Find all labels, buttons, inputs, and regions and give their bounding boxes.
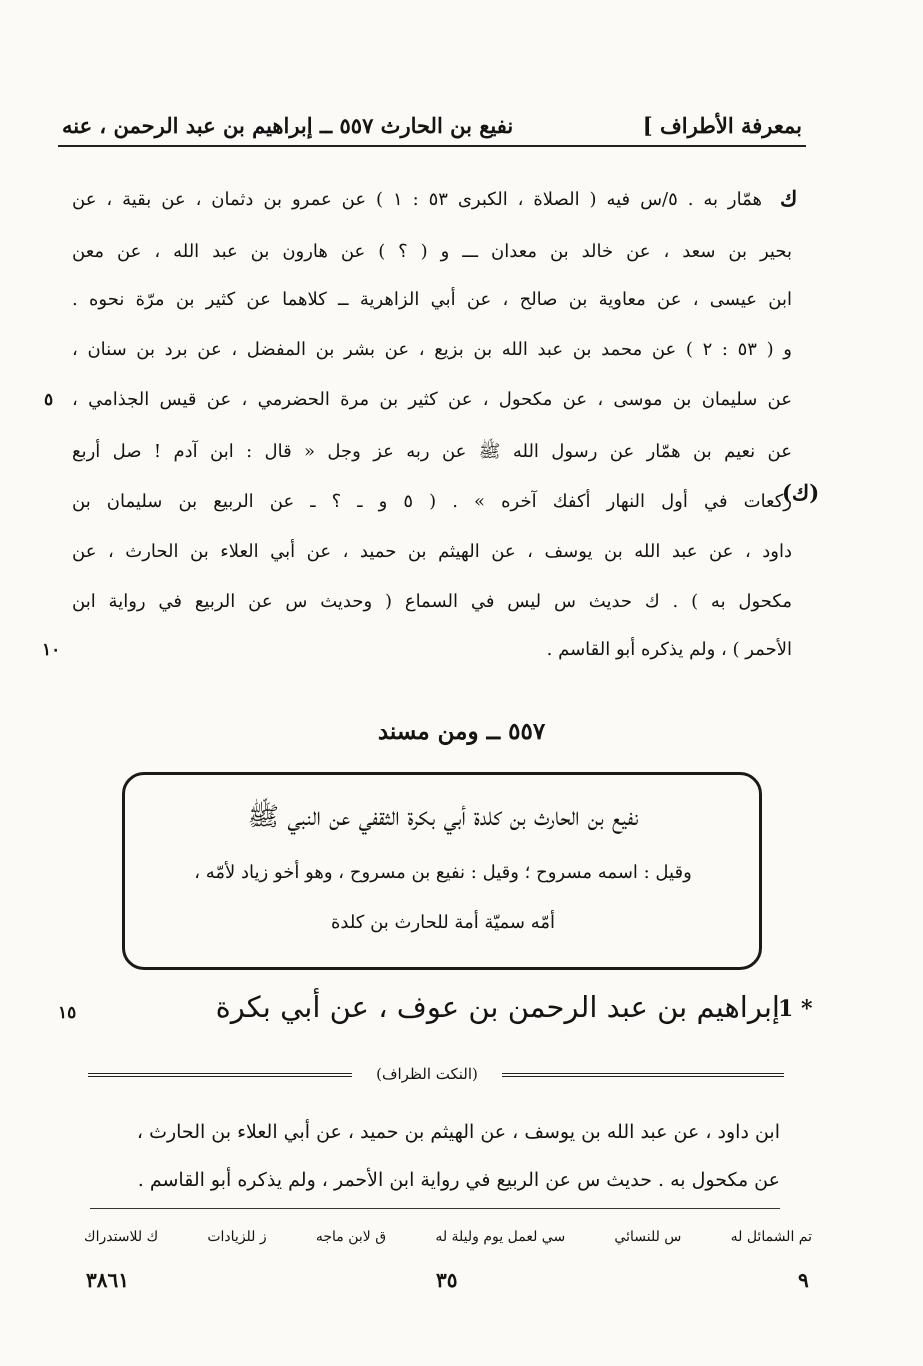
nukat-title: (النكت الظراف) [352, 1060, 502, 1088]
header-entry-title: نفيع بن الحارث ٥٥٧ ــ إبراهيم بن عبد الرحمن ، عنه [62, 113, 514, 138]
nukat-line-1: ابن داود ، عن عبد الله بن يوسف ، عن الهيثم بن حميد ، عن أبي العلاء بن الحارث ، [136, 1121, 780, 1143]
margin-line-number-15: ١٥ [58, 1003, 77, 1023]
body-line-2: بحير بن سعد ، عن خالد بن معدان ـــ و ( ؟ ) عن هارون بن عبد الله ، عن معن [72, 241, 792, 262]
siglum-legend [84, 1222, 812, 1252]
section-heading: ٥٥٧ ــ ومن مسند [377, 718, 546, 745]
body-line-7: ركعات في أول النهار أكفك آخره » . ( ٥ و ـ ؟ ـ عن الربيع بن سليمان بن [72, 491, 792, 512]
istidrak-bracket-marker: (ك) [782, 480, 820, 505]
margin-line-number-5: ٥ [44, 390, 54, 410]
volume-number: ٩ [798, 1268, 809, 1292]
musnad-subtitle-1: وقيل : اسمه مسروح ؛ وقيل : نفيع بن مسروح ، وهو أخو زياد لأمّه ، [194, 862, 692, 883]
nukat-line-2: عن مكحول به . حديث س عن الربيع في رواية ابن الأحمر ، ولم يذكره أبو القاسم . [137, 1169, 780, 1191]
musnad-title: نفيع بن الحارث بن كلدة أبي بكرة الثقفي عن النبي ﷺ [247, 802, 639, 832]
page-number: ٣٥ [436, 1268, 458, 1292]
hadith-serial-number: ٣٨٦١ [86, 1268, 129, 1292]
legend-item: تم الشمائل له [730, 1229, 812, 1245]
legend-item: س للنسائي [614, 1229, 682, 1245]
legend-item: سي لعمل يوم وليلة له [435, 1229, 566, 1245]
body-line-10: الأحمر ) ، ولم يذكره أبو القاسم . [546, 639, 792, 660]
body-line-9: مكحول به ) . ك حديث س ليس في السماع ( وحديث س عن الربيع في رواية ابن [72, 591, 792, 612]
hadith-heading: إبراهيم بن عبد الرحمن بن عوف ، عن أبي بكرة [215, 990, 780, 1024]
legend-item: ك للاستدراك [84, 1229, 159, 1245]
body-line-1: همّار به . ٥/س فيه ( الصلاة ، الكبرى ٥٣ : ١ ) عن عمرو بن دثمان ، عن بقية ، عن [72, 189, 762, 210]
hadith-star: * [800, 996, 813, 1022]
body-line-6: عن نعيم بن همّار عن رسول الله ﷺ عن ربه عز وجل « قال : ابن آدم ! صل أربع [72, 441, 792, 462]
margin-line-number-10: ١٠ [42, 640, 61, 660]
musnad-subtitle-2: أمّه سميّة أمة للحارث بن كلدة [330, 912, 556, 933]
body-line-5: عن سليمان بن موسى ، عن مكحول ، عن كثير بن مرة الحضرمي ، عن قيس الجذامي ، [72, 389, 792, 410]
body-line-8: داود ، عن عبد الله بن يوسف ، عن الهيثم بن حميد ، عن أبي العلاء بن الحارث ، عن [72, 541, 792, 562]
hadith-number: 1 [778, 996, 794, 1022]
footer-divider [90, 1208, 780, 1209]
running-header [62, 92, 802, 138]
header-divider [58, 145, 806, 147]
legend-item: ق لابن ماجه [315, 1229, 387, 1245]
hadith-entry-label [778, 996, 813, 1022]
body-line-4: و ( ٥٣ : ٢ ) عن محمد بن عبد الله بن بزيع ، عن بشر بن المفضل ، عن برد بن سنان ، [72, 339, 792, 360]
body-line-3: ابن عيسى ، عن معاوية بن صالح ، عن أبي الزاهرية ــ كلاهما عن كثير بن مرّة نحوه . [72, 289, 792, 310]
istidrak-marker: ك [780, 186, 798, 211]
header-book-title: بمعرفة الأطراف ] [642, 113, 802, 138]
legend-item: ز للزيادات [207, 1229, 267, 1245]
